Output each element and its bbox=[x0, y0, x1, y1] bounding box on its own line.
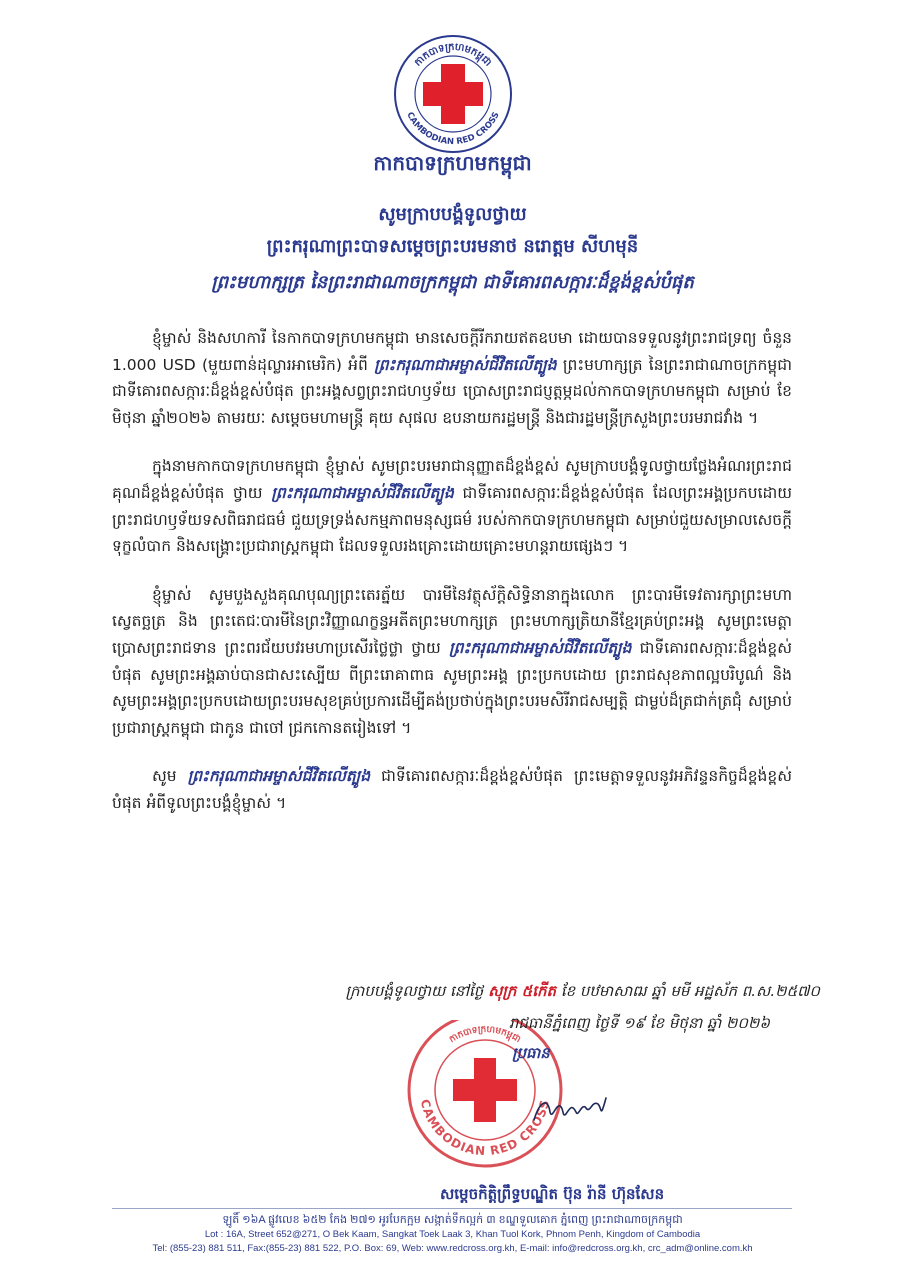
lunar-date-line bbox=[0, 982, 820, 1004]
p2-text-b: ជាទីគោរពសក្ការៈដ៏ខ្ពង់ខ្ពស់បំផុត ដែលព្រះអង្គប្រកបដោយព្រះរាជហឫទ័យទសពិធរាជធម៌ ជួយទ្រទ្រង់សកម្មភាពមនុស្សធម៌ របស់កាកបាទក្រហមកម្ពុជា សម្រាប់ជួយសម្រាលសេចក្តីទុក្ខលំបាក និងសង្គ្រោះប្រជារាស្ត្រកម្ពុជា ដែលទទួលរងគ្រោះដោយគ្រោះមហន្តរាយផ្សេងៗ ។ bbox=[112, 483, 793, 556]
cambodian-red-cross-logo bbox=[391, 32, 515, 156]
signature bbox=[530, 1090, 610, 1130]
paragraph-3 bbox=[112, 582, 792, 742]
stamp-english-text: CAMBODIAN RED CROSS bbox=[417, 1097, 553, 1159]
p4-highlight: ព្រះករុណាជាអម្ចាស់ជីវិតលើត្បូង bbox=[187, 767, 371, 786]
footer-contact: Tel: (855-23) 881 511, Fax:(855-23) 881 522, P.O. Box: 69, Web: www.redcross.org.kh, E-mail: info@redcross.org.kh, crc_adm@online.com.kh bbox=[152, 1243, 753, 1254]
paragraph-4 bbox=[112, 763, 792, 816]
king-role-line bbox=[0, 270, 905, 297]
signer-name: សម្តេចកិត្តិព្រឹទ្ធបណ្ឌិត ប៊ុន រ៉ានី ហ៊ុនសែន bbox=[440, 1185, 665, 1203]
date-suffix: ខែ បឋមាសាឍ ឆ្នាំ មមី អដ្ឋស័ក ព.ស.២៥៧០ bbox=[560, 982, 820, 1000]
king-role-text: ព្រះមហាក្សត្រ នៃព្រះរាជាណាចក្រកម្ពុជា ជាទីគោរពសក្ការៈដ៏ខ្ពង់ខ្ពស់បំផុត bbox=[211, 272, 694, 293]
salutation-line: សូមក្រាបបង្គំទូលថ្វាយ bbox=[378, 204, 527, 225]
footer-khmer-address: ឡូតិ៍ ១៦A ផ្លូវលេខ ៦៥២ កែង ២៧១ អូរបែកក្អម សង្កាត់ទឹកល្អក់ ៣ ខណ្ឌទួលគោក ភ្នំពេញ ព្រះរាជាណាចក្រកម្ពុជា bbox=[222, 1214, 683, 1226]
p3-text-a: ខ្ញុំម្ចាស់ សូមបួងសួងគុណបុណ្យព្រះតេរត្ន័យ បារមីនៃវត្ថុស័ក្តិសិទ្ធិនានាក្នុងលោក ព្រះបារមីទេវតារក្សាព្រះមហាស្វេតច្ឆត្រ និង ព្រះតេជៈបារមីនៃព្រះវិញ្ញាណក្ខន្ធអតីតព្រះមហាក្សត្រ ព្រះមហាក្សត្រិយានីខ្មែរគ្រប់ព្រះអង្គ សូមព្រះមេត្តាប្រោសព្រះរាជទាន ព្រះពរជ័យបវរមហាប្រសើរថ្លៃថ្លា ថ្វាយ bbox=[112, 585, 792, 657]
org-name: កាកបាទក្រហមកម្ពុជា bbox=[373, 151, 532, 175]
logo-ring-english: CAMBODIAN RED CROSS bbox=[404, 110, 502, 148]
handwritten-day: សុក្រ ៥កើត bbox=[488, 982, 557, 1000]
p1-text-a: ខ្ញុំម្ចាស់ និងសហការី នៃកាកបាទក្រហមកម្ពុជា មានសេចក្តីរីករាយឥតឧបមា ដោយបានទទួលនូវព្រះរាជទ្រព្យ ចំនួន 1.000 USD (មួយពាន់ដុល្លារអាមេរិក) អំពី bbox=[112, 329, 792, 374]
p2-text-a: ក្នុងនាមកាកបាទក្រហមកម្ពុជា ខ្ញុំម្ចាស់ សូមព្រះបរមរាជានុញ្ញាតដ៏ខ្ពង់ខ្ពស់ សូមក្រាបបង្គំទូលថ្វាយថ្លែងអំណរព្រះរាជគុណដ៏ខ្ពង់ខ្ពស់បំផុត ថ្វាយ bbox=[112, 457, 792, 502]
date-prefix: ក្រាបបង្គំទូលថ្វាយ នៅថ្ងៃ bbox=[345, 982, 484, 1000]
footer-english-address: Lot : 16A, Street 652@271, O Bek Kaam, Sangkat Toek Laak 3, Khan Tuol Kork, Phnom Penh, Kingdom of Cambodia bbox=[204, 1229, 701, 1240]
letter-body bbox=[112, 325, 792, 839]
stamp-khmer-text: កាកបាទក្រហមកម្ពុជា bbox=[447, 1024, 523, 1046]
p4-text-b: ជាទីគោរពសក្ការៈដ៏ខ្ពង់ខ្ពស់បំផុត ព្រះមេត្តាទទួលនូវអភិវន្ទនកិច្ចដ៏ខ្ពង់ខ្ពស់បំផុត អំពីទូលព្រះបង្គំខ្ញុំម្ចាស់ ។ bbox=[112, 767, 792, 812]
p4-text-a: សូម bbox=[152, 767, 177, 786]
king-title-line: ព្រះករុណាព្រះបាទសម្ដេចព្រះបរមនាថ នរោត្តម សីហមុនី bbox=[266, 236, 639, 257]
p3-text-b: ជាទីគោរពសក្ការៈដ៏ខ្ពង់ខ្ពស់បំផុត សូមព្រះអង្គឆាប់បានជាសះស្បើយ ពីព្រះរោគាពាធ សូមព្រះអង្គ ព្រះប្រកបដោយ ព្រះរាជសុខភាពល្អបរិបូណ៌ និង សូមព្រះអង្គព្រះប្រកបដោយព្រះបរមសុខគ្រប់ប្រការដើម្បីគង់ប្រថាប់ក្នុងព្រះបរមសិរីរាជសម្បត្តិ ជាម្លប់ដ៏ត្រជាក់ត្រជុំ សម្រាប់ប្រជារាស្ត្រកម្ពុជា ជាកូន ជាចៅ ជ្រកកោនតរៀងទៅ ។ bbox=[112, 638, 792, 737]
p3-highlight: ព្រះករុណាជាអម្ចាស់ជីវិតលើត្បូង bbox=[448, 638, 632, 657]
signer-role: ប្រធាន bbox=[512, 1044, 550, 1062]
footer-divider bbox=[112, 1208, 792, 1209]
logo-ring-khmer: កាកបាទក្រហមកម្ពុជា bbox=[412, 41, 494, 69]
p1-highlight: ព្រះករុណាជាអម្ចាស់ជីវិតលើត្បូង bbox=[374, 355, 557, 374]
p2-highlight: ព្រះករុណាជាអម្ចាស់ជីវិតលើត្បូង bbox=[271, 483, 454, 502]
p1-text-b: ព្រះមហាក្សត្រ នៃព្រះរាជាណាចក្រកម្ពុជា ជាទីគោរពសក្ការៈដ៏ខ្ពង់ខ្ពស់បំផុត ព្រះអង្គសព្វព្រះរាជហឫទ័យ ប្រោសព្រះរាជប្ញត្តម្ភដល់កាកបាទក្រហមកម្ពុជា សម្រាប់ ខែ មិថុនា ឆ្នាំ២០២៦ តាមរយៈ សម្តេចមហាមន្ត្រី គុយ សុផល ឧបនាយករដ្ឋមន្ត្រី និងជារដ្ឋមន្ត្រីក្រសួងព្រះបរមរាជវាំង ។ bbox=[112, 355, 792, 427]
place-date-line: រាជធានីភ្នំពេញ ថ្ងៃទី ១៩ ខែ មិថុនា ឆ្នាំ ២០២៦ bbox=[508, 1014, 770, 1032]
paragraph-2 bbox=[112, 453, 792, 559]
paragraph-1 bbox=[112, 325, 792, 431]
